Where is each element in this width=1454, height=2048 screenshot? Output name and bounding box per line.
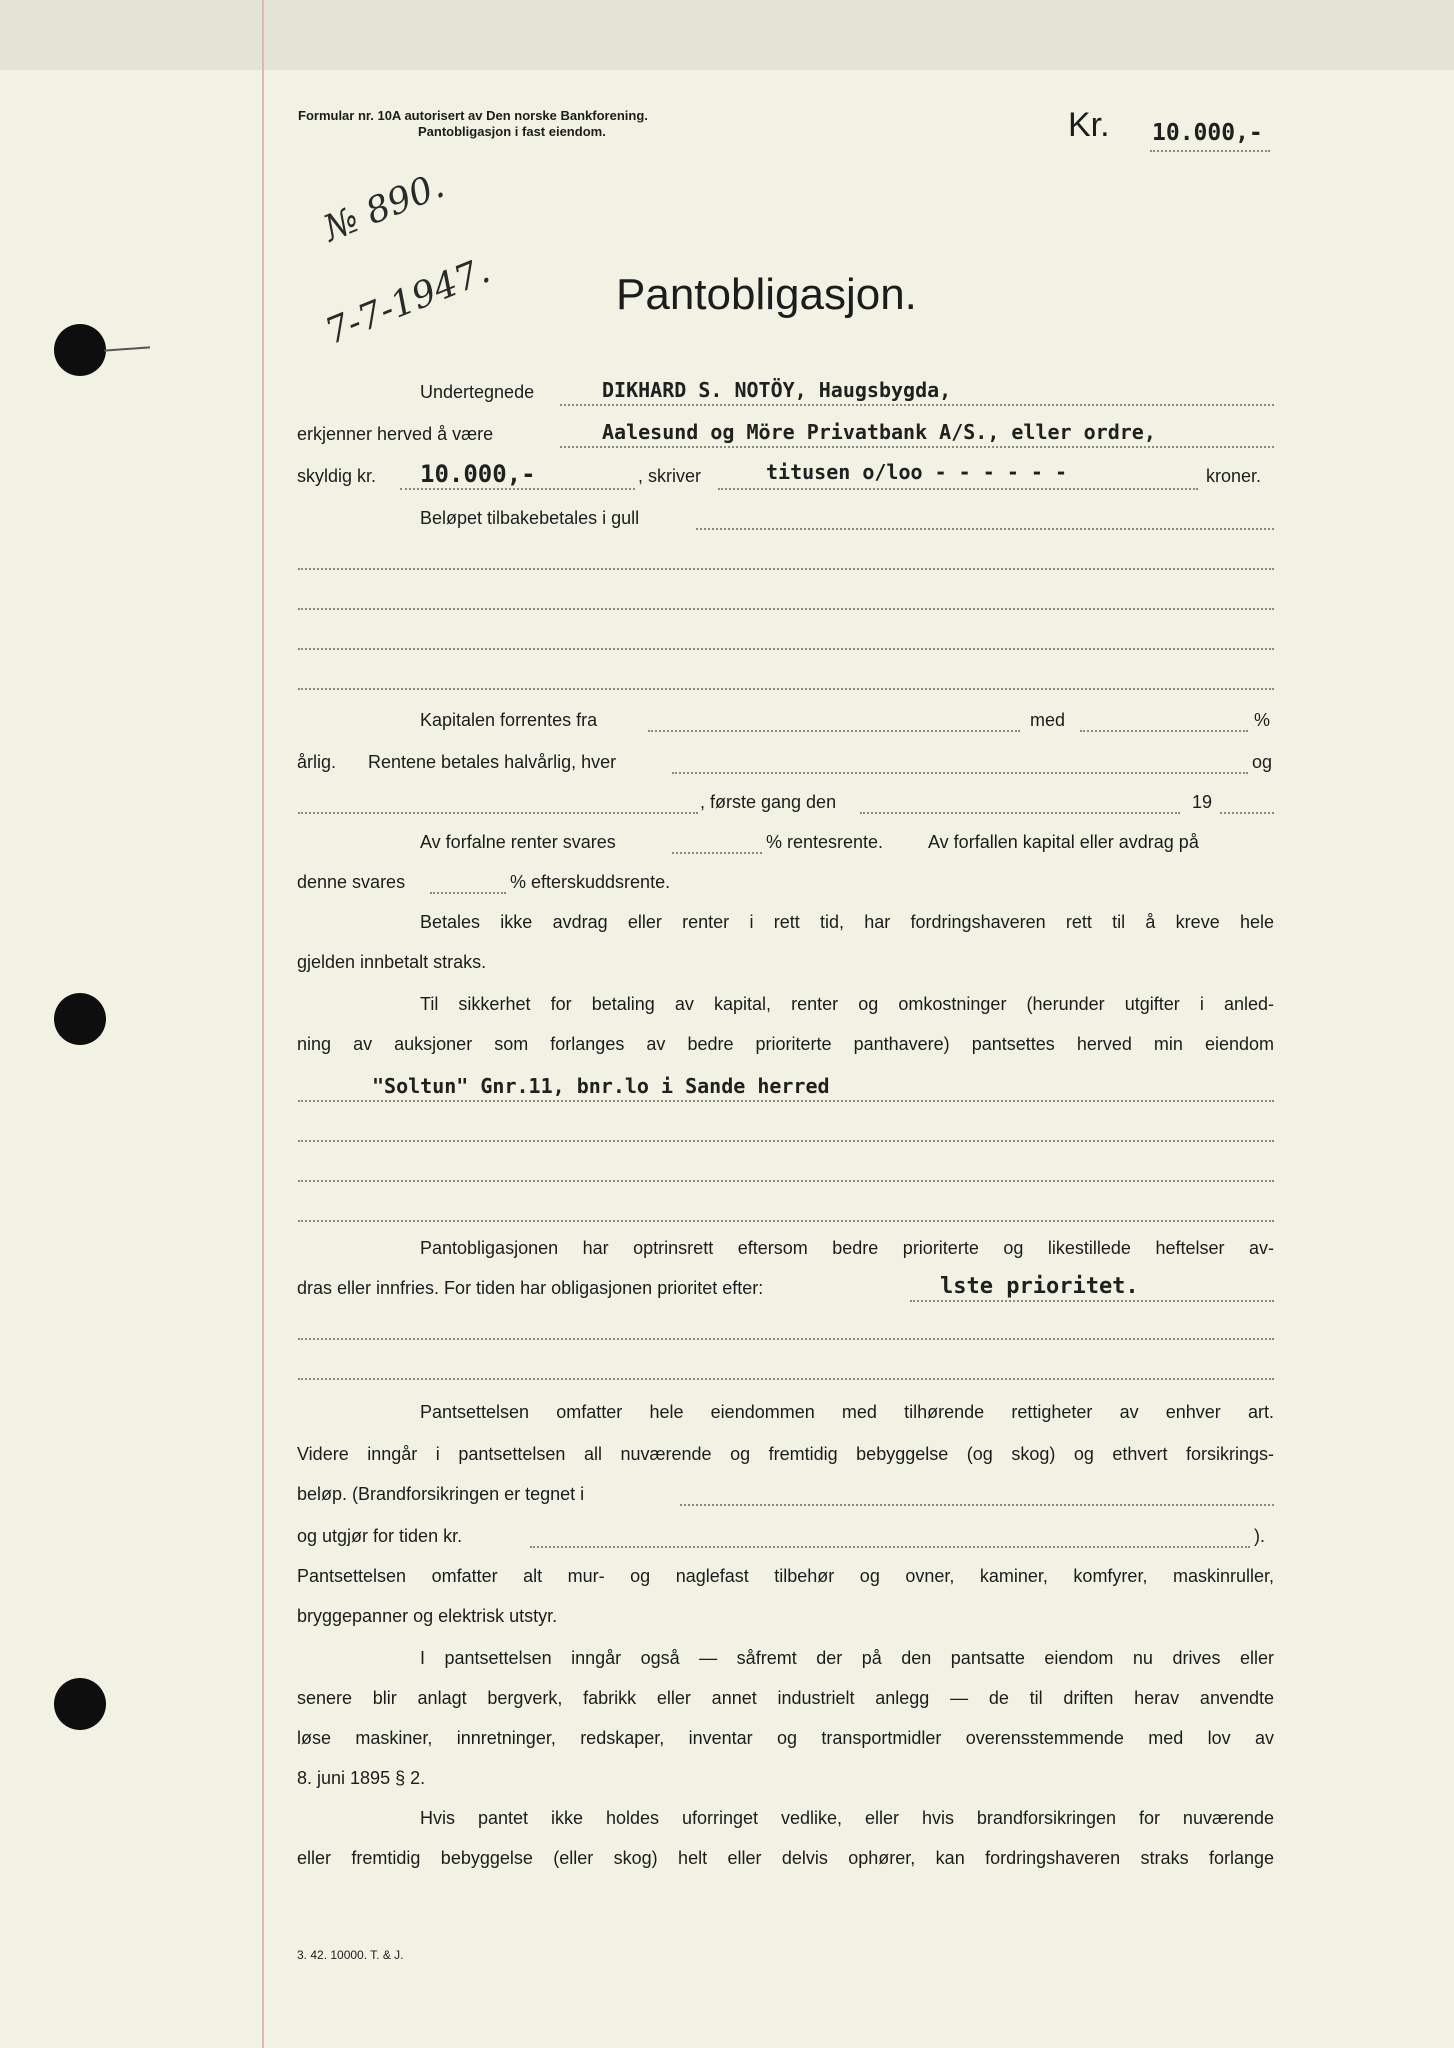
undertegnede-line <box>560 404 1274 406</box>
omfatter-line-1: Pantsettelsen omfatter hele eiendommen med tilhørende rettigheter av enhver art. <box>420 1402 1274 1422</box>
omfatter-line-2: Videre inngår i pantsettelsen all nuværende og fremtidig bebyggelse (og skog) og ethvert forsikrings- <box>297 1444 1274 1464</box>
printer-footer: 3. 42. 10000. T. & J. <box>297 1948 404 1962</box>
gull-line-3 <box>298 608 1274 610</box>
property-line-3 <box>298 1180 1274 1182</box>
av-forfalne-line <box>672 852 762 854</box>
vedlike-line-2: eller fremtidig bebyggelse (eller skog) helt eller delvis ophører, kan fordringshaveren straks forlange <box>297 1848 1274 1868</box>
skriver-line <box>718 488 1198 490</box>
priority-line <box>910 1300 1274 1302</box>
betales-line-1: Betales ikke avdrag eller renter i rett tid, har fordringshaveren rett til å kreve hele <box>420 912 1274 932</box>
handwritten-date: 7-7-1947. <box>319 250 496 353</box>
skyldig-label: skyldig kr. <box>297 466 377 486</box>
document-title: Pantobligasjon. <box>616 270 917 319</box>
gull-line-2 <box>298 568 1274 570</box>
optrinsrett-line-2: dras eller innfries. For tiden har obligasjonen prioritet efter: <box>297 1278 764 1298</box>
skriver-value: titusen o/loo - - - - - - <box>766 460 1068 484</box>
property-line-4 <box>298 1220 1274 1222</box>
med-label: med <box>1030 710 1066 730</box>
gull-line-1 <box>696 528 1274 530</box>
ogsaa-line-4: 8. juni 1895 § 2. <box>297 1768 426 1788</box>
rentesrente-label: % rentesrente. <box>766 832 884 852</box>
amount-value: 10.000,- <box>1152 120 1263 146</box>
undertegnede-value: DIKHARD S. NOTÖY, Haugsbygda, <box>602 378 952 402</box>
forste-line <box>860 812 1180 814</box>
pencil-mark <box>104 346 150 351</box>
kapitalen-label: Kapitalen forrentes fra <box>420 710 598 730</box>
omfatter-line-4: og utgjør for tiden kr. <box>297 1526 463 1546</box>
skriver-label: , skriver <box>638 466 701 486</box>
punch-hole-top <box>54 324 106 376</box>
amount-line <box>1150 150 1270 152</box>
form-line-2: Pantobligasjon i fast eiendom. <box>418 124 606 139</box>
ogsaa-line-2: senere blir anlagt bergverk, fabrikk eller annet industrielt anlegg — de til driften herav anvendte <box>297 1688 1274 1708</box>
rentene-label: Rentene betales halvårlig, hver <box>368 752 617 772</box>
ogsaa-line-1: I pantsettelsen inngår også — såfremt der på den pantsatte eiendom nu drives eller <box>420 1648 1274 1668</box>
gull-label: Beløpet tilbakebetales i gull <box>420 508 640 528</box>
skyldig-line <box>400 488 635 490</box>
og-label: og <box>1252 752 1273 772</box>
rentene-line <box>672 772 1248 774</box>
betales-line-2: gjelden innbetalt straks. <box>297 952 487 972</box>
efterskudd-label: % efterskuddsrente. <box>510 872 671 892</box>
property-value: "Soltun" Gnr.11, bnr.lo i Sande herred <box>372 1074 830 1098</box>
priority-line-3 <box>298 1378 1274 1380</box>
pct-label: % <box>1254 710 1271 730</box>
property-line-1 <box>298 1100 1274 1102</box>
handwritten-number: № 890. <box>318 164 450 251</box>
av-forfallen-label: Av forfallen kapital eller avdrag på <box>928 832 1199 852</box>
punch-hole-middle <box>54 993 106 1045</box>
erkjenner-line <box>560 446 1274 448</box>
margin-rule <box>262 0 264 2048</box>
sikkerhet-line-2: ning av auksjoner som forlanges av bedre prioriterte panthavere) pantsettes herved min eiendom <box>297 1034 1274 1054</box>
vedlike-line-1: Hvis pantet ikke holdes uforringet vedlike, eller hvis brandforsikringen for nuværende <box>420 1808 1274 1828</box>
optrinsrett-line-1: Pantobligasjonen har optrinsrett eftersom bedre prioriterte og likestillede heftelser av- <box>420 1238 1274 1258</box>
ogsaa-line-3: løse maskiner, innretninger, redskaper, inventar og transportmidler overensstemmende med lov av <box>297 1728 1274 1748</box>
punch-hole-bottom <box>54 1678 106 1730</box>
skyldig-value: 10.000,- <box>420 460 536 488</box>
mur-line-1: Pantsettelsen omfatter alt mur- og naglefast tilbehør og ovner, kaminer, komfyrer, maskinruller, <box>297 1566 1274 1586</box>
med-line <box>1080 730 1248 732</box>
utgjor-line <box>530 1546 1250 1548</box>
aar-label: 19 <box>1192 792 1213 812</box>
kapitalen-line <box>648 730 1020 732</box>
undertegnede-label: Undertegnede <box>420 382 535 402</box>
omfatter-line-4-end: ). <box>1254 1526 1265 1546</box>
property-line-2 <box>298 1140 1274 1142</box>
form-line-1: Formular nr. 10A autorisert av Den norske Bankforening. <box>298 108 648 123</box>
omfatter-line-3: beløp. (Brandforsikringen er tegnet i <box>297 1484 585 1504</box>
priority-line-2 <box>298 1338 1274 1340</box>
gull-line-5 <box>298 688 1274 690</box>
denne-svares-label: denne svares <box>297 872 406 892</box>
denne-svares-line <box>430 892 506 894</box>
mur-line-2: bryggepanner og elektrisk utstyr. <box>297 1606 558 1626</box>
forste-label: , første gang den <box>700 792 837 812</box>
av-forfalne-label: Av forfalne renter svares <box>420 832 616 852</box>
forste-lead-line <box>298 812 698 814</box>
aar-line <box>1220 812 1274 814</box>
scan-top-band <box>0 0 1454 70</box>
amount-prefix: Kr. <box>1068 106 1110 144</box>
sikkerhet-line-1: Til sikkerhet for betaling av kapital, renter og omkostninger (herunder utgifter i anled- <box>420 994 1274 1014</box>
arlig-label: årlig. <box>297 752 337 772</box>
erkjenner-label: erkjenner herved å være <box>297 424 494 444</box>
gull-line-4 <box>298 648 1274 650</box>
brandforsikring-line <box>680 1504 1274 1506</box>
erkjenner-value: Aalesund og Möre Privatbank A/S., eller ordre, <box>602 420 1156 444</box>
priority-value: lste prioritet. <box>940 1274 1139 1299</box>
kroner-label: kroner. <box>1206 466 1262 486</box>
